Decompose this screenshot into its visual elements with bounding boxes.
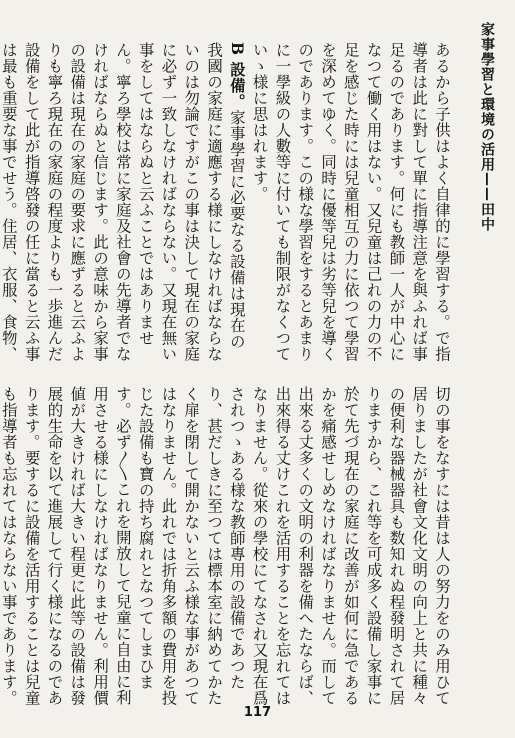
paragraph-equipment-continued: 切の事をなすには昔は人の努力をのみ用ひて居りましたが社會文化文明の向上と共に種々の便利な器械器具も数知れぬ程發明されて居りますから、これ等を可成多く設備し家事に於て先づ現在の家庭に改善が如何に急であるかを痛感せしめなければなりません。而して出來る丈多くの文明の利器を備へたならば、出來得る丈けこれを活用することを忘れてはなりません。從來の學校にてなされ又現在爲されつゝある様な教師專用の設備であつたり、甚だしきに至つては標本室に納めてかたく扉を閉して開かないと云ふ様な事があつてはなりません。此れでは折角多額の費用を投じた設備も寶の持ち腐れとなつてしまひます。必ず〳〵これを開放して兒童に自由に利用させる様にしなければなりません。利用價値が大きければ大きい程更に此等の設備は發展的生命を以て進展して行く様になるのであります。要するに設備を活用することは兒童も指導者も忘れてはならない事であります。 (0, 386, 451, 706)
page-number: 117 (243, 705, 272, 720)
section-heading-equipment: B 設備。 (227, 42, 246, 110)
top-text-block (0, 42, 453, 362)
paragraph-equipment: 家事學習に必要なる設備は現在の我國の家庭に適應する様にしなければならないのは勿論ですがこの事は決して現在の家庭に必ず一致しなければならない。又現在無い事をしてはならぬと云ふことではありません。寧ろ學校は常に家庭及社會の先導者でなければならぬと信じます。此の意味から家事の設備は現在の家庭の要求に應ずると云ふよりも寧ろ現在の家庭の程度よりも一歩進んだ設備をして此が指導啓發の任に當ると云ふ事は最も重要な事でせう。住居、衣服、食物、 (0, 42, 246, 362)
running-header: 家事學習と環境の活用——田中 (479, 22, 495, 232)
paragraph-learning: あるから子供はよく自律的に學習する。で指導者は此に對して單に指導注意を與ふれば事足るのであります。何にも教師一人が中心になつて働く用はない。又兒童は己れの力の不足を感じた時には兒童相互の力に依つて學習を深めてゆく。同時に優等兒は劣等兒を導くのであります。この様な學習をするとあまりに一學級の人數等に付いても制限がなくつていゝ様に思はれます。 (250, 42, 451, 362)
bottom-text-block (0, 386, 453, 706)
